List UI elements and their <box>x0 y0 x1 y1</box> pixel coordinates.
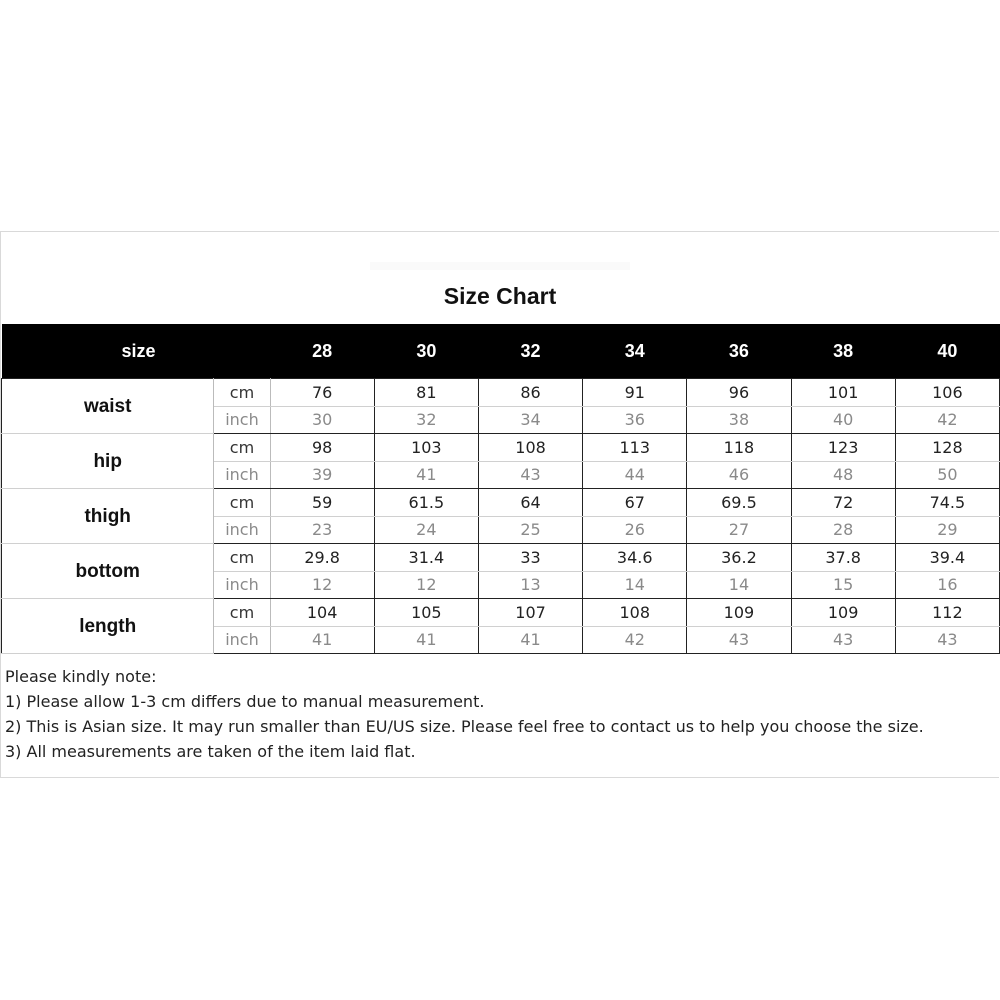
measurement-value: 74.5 <box>895 489 999 517</box>
measurement-value: 32 <box>374 407 478 434</box>
measurement-value: 101 <box>791 379 895 407</box>
measurement-name: length <box>2 599 214 654</box>
measurement-value: 104 <box>270 599 374 627</box>
measurement-row-cm <box>2 379 1000 407</box>
header-row <box>2 324 1000 379</box>
measurement-value: 34 <box>478 407 582 434</box>
measurement-row-cm <box>2 434 1000 462</box>
measurement-value: 43 <box>791 627 895 654</box>
measurement-value: 69.5 <box>687 489 791 517</box>
size-chart-table <box>1 324 1000 654</box>
measurement-value: 26 <box>583 517 687 544</box>
measurement-value: 14 <box>583 572 687 599</box>
measurement-value: 41 <box>270 627 374 654</box>
size-column-header: 32 <box>478 324 582 379</box>
measurement-value: 12 <box>374 572 478 599</box>
size-column-header: 30 <box>374 324 478 379</box>
unit-label: inch <box>214 517 270 544</box>
measurement-value: 105 <box>374 599 478 627</box>
unit-label: inch <box>214 627 270 654</box>
measurement-value: 15 <box>791 572 895 599</box>
size-header-label: size <box>2 324 271 379</box>
measurement-row-cm <box>2 599 1000 627</box>
chart-title: Size Chart <box>443 283 557 309</box>
measurement-value: 123 <box>791 434 895 462</box>
size-column-header: 34 <box>583 324 687 379</box>
measurement-value: 42 <box>895 407 999 434</box>
decorative-smudge <box>370 262 630 270</box>
measurement-value: 13 <box>478 572 582 599</box>
measurement-value: 108 <box>583 599 687 627</box>
measurement-name: bottom <box>2 544 214 599</box>
measurement-value: 81 <box>374 379 478 407</box>
measurement-value: 67 <box>583 489 687 517</box>
measurement-value: 40 <box>791 407 895 434</box>
measurement-value: 43 <box>895 627 999 654</box>
measurement-value: 109 <box>687 599 791 627</box>
measurement-value: 43 <box>687 627 791 654</box>
measurement-value: 29 <box>895 517 999 544</box>
measurement-value: 41 <box>374 627 478 654</box>
unit-label: inch <box>214 572 270 599</box>
measurement-value: 28 <box>791 517 895 544</box>
unit-label: cm <box>214 379 270 407</box>
measurement-value: 38 <box>687 407 791 434</box>
unit-label: inch <box>214 462 270 489</box>
chart-body <box>2 379 1000 654</box>
measurement-row-cm <box>2 544 1000 572</box>
measurement-value: 36.2 <box>687 544 791 572</box>
measurement-value: 107 <box>478 599 582 627</box>
measurement-value: 118 <box>687 434 791 462</box>
measurement-value: 24 <box>374 517 478 544</box>
size-column-header: 38 <box>791 324 895 379</box>
measurement-value: 59 <box>270 489 374 517</box>
measurement-value: 109 <box>791 599 895 627</box>
measurement-value: 108 <box>478 434 582 462</box>
note-item: 2) This is Asian size. It may run smaller than EU/US size. Please feel free to contact us to help you choose the size. <box>5 717 924 736</box>
measurement-value: 31.4 <box>374 544 478 572</box>
unit-label: cm <box>214 489 270 517</box>
measurement-value: 16 <box>895 572 999 599</box>
measurement-value: 12 <box>270 572 374 599</box>
notes-heading: Please kindly note: <box>5 667 157 686</box>
measurement-value: 50 <box>895 462 999 489</box>
note-item: 1) Please allow 1-3 cm differs due to manual measurement. <box>5 692 485 711</box>
measurement-name: hip <box>2 434 214 489</box>
measurement-value: 39 <box>270 462 374 489</box>
size-column-header: 36 <box>687 324 791 379</box>
measurement-value: 106 <box>895 379 999 407</box>
measurement-name: waist <box>2 379 214 434</box>
measurement-value: 14 <box>687 572 791 599</box>
measurement-value: 42 <box>583 627 687 654</box>
measurement-value: 86 <box>478 379 582 407</box>
measurement-value: 103 <box>374 434 478 462</box>
unit-label: cm <box>214 434 270 462</box>
measurement-value: 37.8 <box>791 544 895 572</box>
notes-section <box>5 664 995 764</box>
measurement-value: 36 <box>583 407 687 434</box>
measurement-value: 27 <box>687 517 791 544</box>
measurement-value: 72 <box>791 489 895 517</box>
measurement-value: 113 <box>583 434 687 462</box>
measurement-value: 41 <box>374 462 478 489</box>
measurement-value: 91 <box>583 379 687 407</box>
measurement-value: 61.5 <box>374 489 478 517</box>
measurement-value: 128 <box>895 434 999 462</box>
measurement-value: 112 <box>895 599 999 627</box>
measurement-value: 23 <box>270 517 374 544</box>
measurement-value: 43 <box>478 462 582 489</box>
measurement-value: 46 <box>687 462 791 489</box>
measurement-value: 25 <box>478 517 582 544</box>
unit-label: cm <box>214 599 270 627</box>
unit-label: inch <box>214 407 270 434</box>
measurement-value: 30 <box>270 407 374 434</box>
measurement-value: 98 <box>270 434 374 462</box>
measurement-value: 33 <box>478 544 582 572</box>
measurement-value: 48 <box>791 462 895 489</box>
measurement-value: 96 <box>687 379 791 407</box>
measurement-value: 29.8 <box>270 544 374 572</box>
measurement-value: 44 <box>583 462 687 489</box>
size-column-header: 40 <box>895 324 999 379</box>
measurement-value: 64 <box>478 489 582 517</box>
measurement-row-cm <box>2 489 1000 517</box>
measurement-name: thigh <box>2 489 214 544</box>
size-column-header: 28 <box>270 324 374 379</box>
unit-label: cm <box>214 544 270 572</box>
measurement-value: 41 <box>478 627 582 654</box>
measurement-value: 39.4 <box>895 544 999 572</box>
note-item: 3) All measurements are taken of the item laid flat. <box>5 742 416 761</box>
measurement-value: 76 <box>270 379 374 407</box>
measurement-value: 34.6 <box>583 544 687 572</box>
